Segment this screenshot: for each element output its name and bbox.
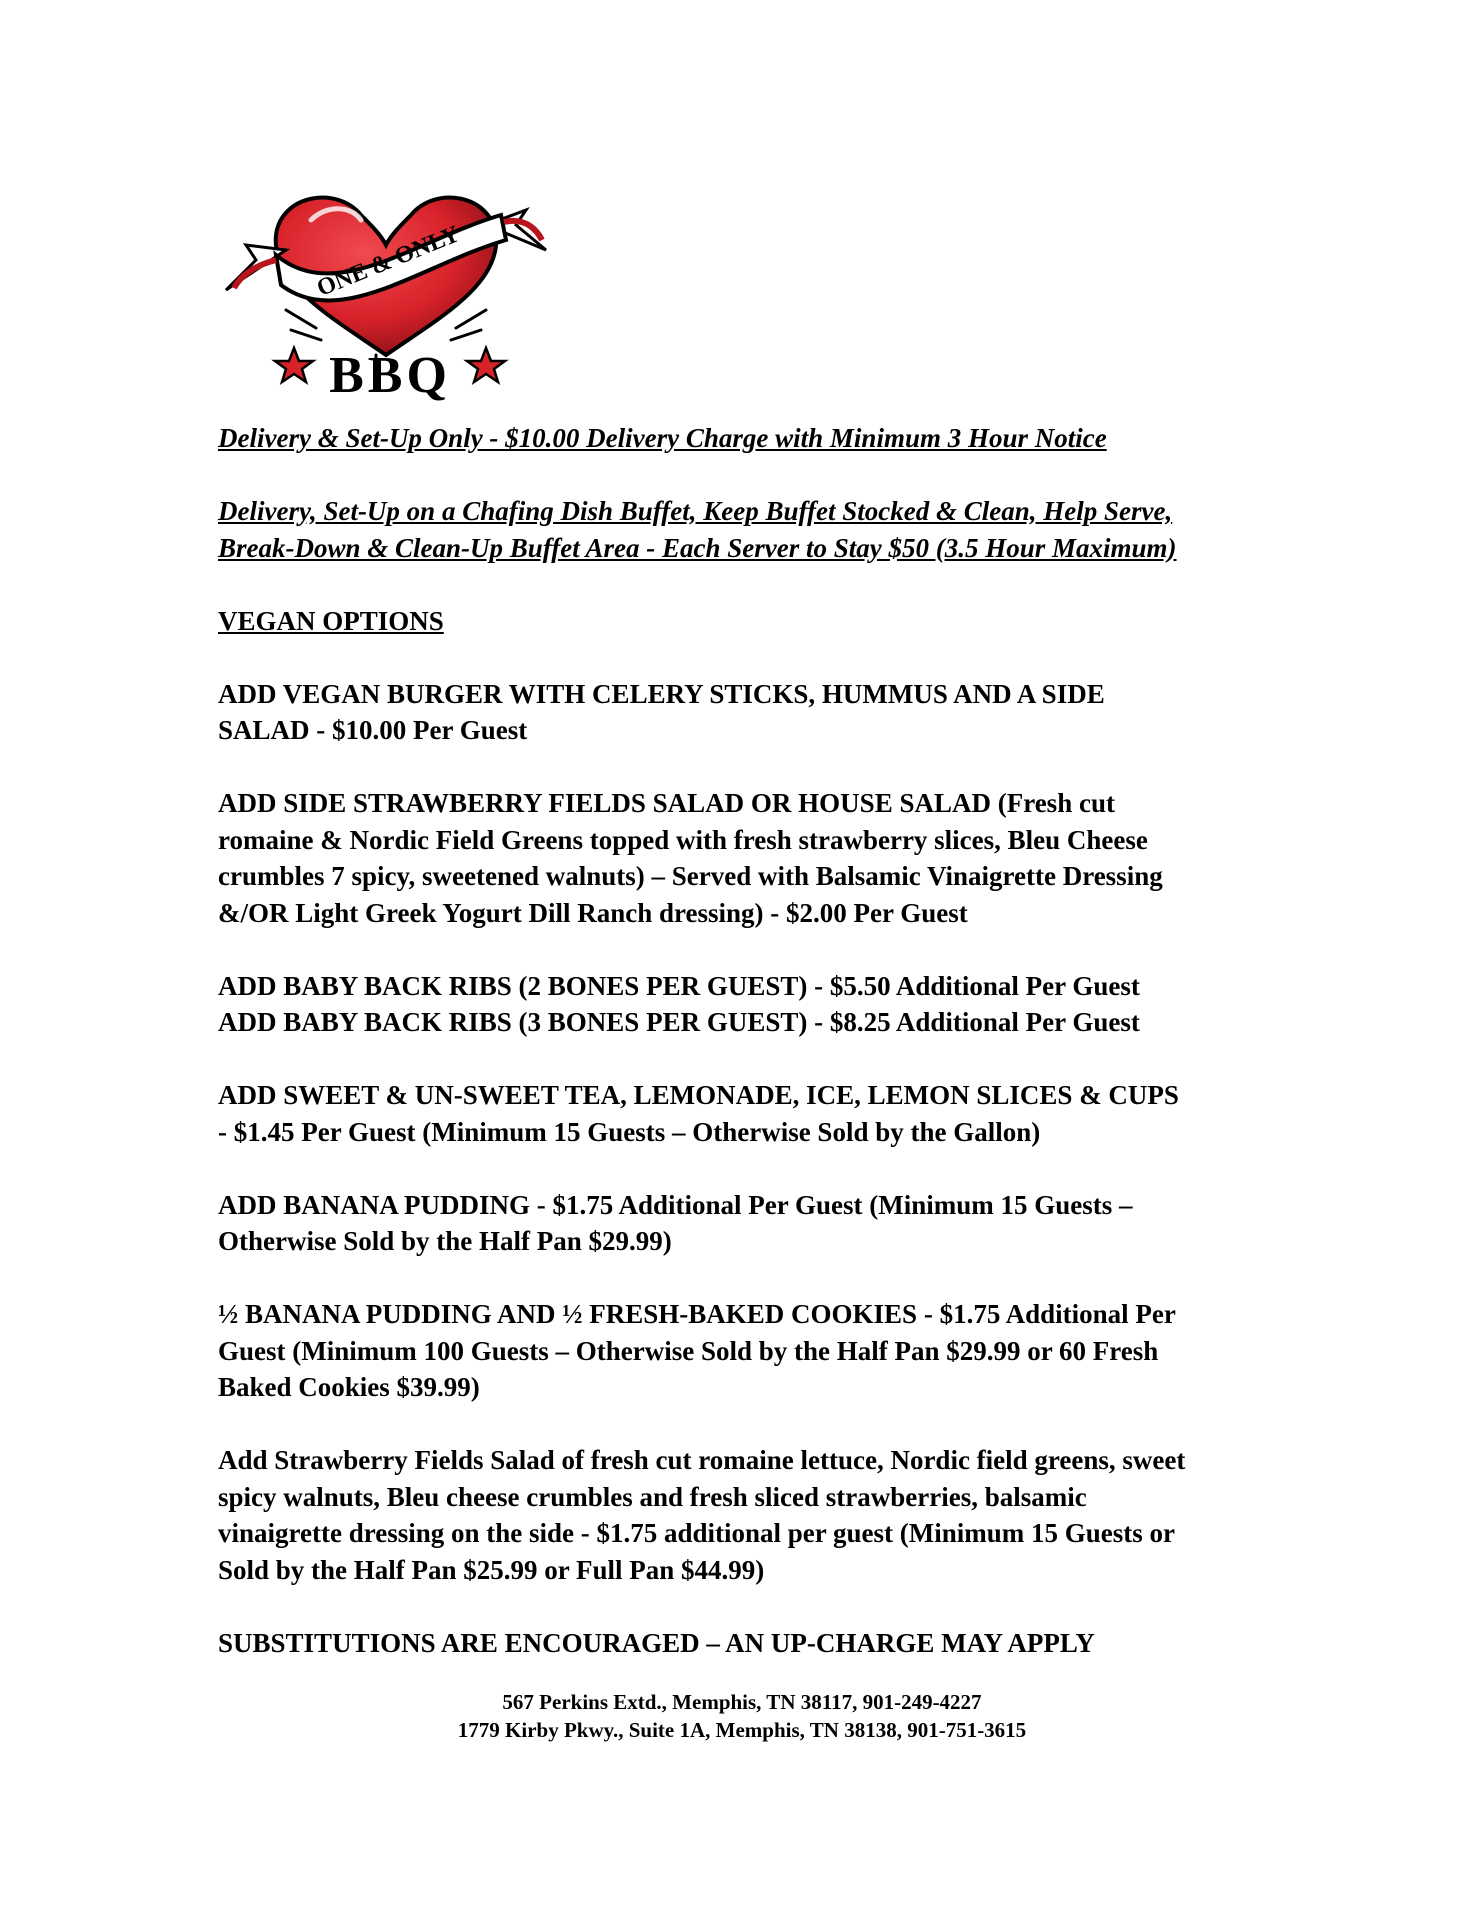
strawberry-salad-item xyxy=(218,1442,1278,1588)
pudding-line-1: ADD BANANA PUDDING - $1.75 Additional Per Guest (Minimum 15 Guests – xyxy=(218,1189,1133,1220)
ribs-two-bones: ADD BABY BACK RIBS (2 BONES PER GUEST) - $5.50 Additional Per Guest xyxy=(218,970,1140,1001)
strawberry-line-4: Sold by the Half Pan $25.99 or Full Pan $44.99) xyxy=(218,1554,765,1585)
tea-line-2: - $1.45 Per Guest (Minimum 15 Guests – Otherwise Sold by the Gallon) xyxy=(218,1116,1041,1147)
address-perkins: 567 Perkins Extd., Memphis, TN 38117, 901-249-4227 xyxy=(502,1690,982,1714)
side-salad-line-3: crumbles 7 spicy, sweetened walnuts) – Served with Balsamic Vinaigrette Dressing xyxy=(218,861,1163,891)
side-salad-line-4: &/OR Light Greek Yogurt Dill Ranch dressing) - $2.00 Per Guest xyxy=(218,897,968,928)
logo-banner-text: ONE & ONLY xyxy=(313,221,464,302)
full-service-line-2: Break-Down & Clean-Up Buffet Area - Each Server to Stay $50 (3.5 Hour Maximum) xyxy=(218,532,1177,563)
pudding-line-2: Otherwise Sold by the Half Pan $29.99) xyxy=(218,1226,672,1256)
ribs-three-bones: ADD BABY BACK RIBS (3 BONES PER GUEST) - $8.25 Additional Per Guest xyxy=(218,1007,1140,1037)
full-service-notice xyxy=(218,493,1278,566)
one-and-only-bbq-logo xyxy=(216,180,556,406)
logo-brand-text: BBQ xyxy=(329,347,451,404)
strawberry-line-1: Add Strawberry Fields Salad of fresh cut romaine lettuce, Nordic field greens, sweet xyxy=(218,1445,1186,1475)
left-star-icon xyxy=(275,348,313,382)
vegan-heading xyxy=(218,603,1278,640)
delivery-only-notice xyxy=(218,420,1278,457)
pudding-cookies-line-3: Baked Cookies $39.99) xyxy=(218,1372,480,1402)
tea-line-1: ADD SWEET & UN-SWEET TEA, LEMONADE, ICE, LEMON SLICES & CUPS xyxy=(218,1080,1179,1110)
strawberry-line-3: vinaigrette dressing on the side - $1.75 additional per guest (Minimum 15 Guests or xyxy=(218,1518,1176,1548)
footer-addresses xyxy=(0,1688,1484,1744)
right-star-icon xyxy=(467,348,505,382)
side-salad-item xyxy=(218,785,1278,931)
vegan-burger-line-1: ADD VEGAN BURGER WITH CELERY STICKS, HUMMUS AND A SIDE xyxy=(218,678,1105,709)
vegan-heading-text: VEGAN OPTIONS xyxy=(218,605,444,636)
vegan-burger-item xyxy=(218,676,1278,749)
side-salad-line-1: ADD SIDE STRAWBERRY FIELDS SALAD OR HOUSE SALAD (Fresh cut xyxy=(218,788,1115,818)
pudding-cookies-line-1: ½ BANANA PUDDING AND ½ FRESH-BAKED COOKIES - $1.75 Additional Per xyxy=(218,1299,1176,1329)
menu-content xyxy=(218,420,1278,1698)
ribs-item xyxy=(218,968,1278,1041)
strawberry-line-2: spicy walnuts, Bleu cheese crumbles and fresh sliced strawberries, balsamic xyxy=(218,1481,1087,1512)
vegan-burger-line-2: SALAD - $10.00 Per Guest xyxy=(218,715,528,745)
full-service-line-1: Delivery, Set-Up on a Chafing Dish Buffet, Keep Buffet Stocked & Clean, Help Serve, xyxy=(218,496,1173,526)
side-salad-line-2: romaine & Nordic Field Greens topped with fresh strawberry slices, Bleu Cheese xyxy=(218,824,1148,855)
banana-pudding-item xyxy=(218,1187,1278,1260)
pudding-cookies-item xyxy=(218,1296,1278,1406)
delivery-only-text: Delivery & Set-Up Only - $10.00 Delivery Charge with Minimum 3 Hour Notice xyxy=(218,423,1107,453)
substitutions-note xyxy=(218,1625,1278,1662)
pudding-cookies-line-2: Guest (Minimum 100 Guests – Otherwise Sold by the Half Pan $29.99 or 60 Fresh xyxy=(218,1335,1159,1366)
tea-item xyxy=(218,1077,1278,1150)
address-kirby: 1779 Kirby Pkwy., Suite 1A, Memphis, TN 38138, 901-751-3615 xyxy=(457,1718,1027,1742)
substitutions-text: SUBSTITUTIONS ARE ENCOURAGED – AN UP-CHARGE MAY APPLY xyxy=(218,1627,1095,1658)
